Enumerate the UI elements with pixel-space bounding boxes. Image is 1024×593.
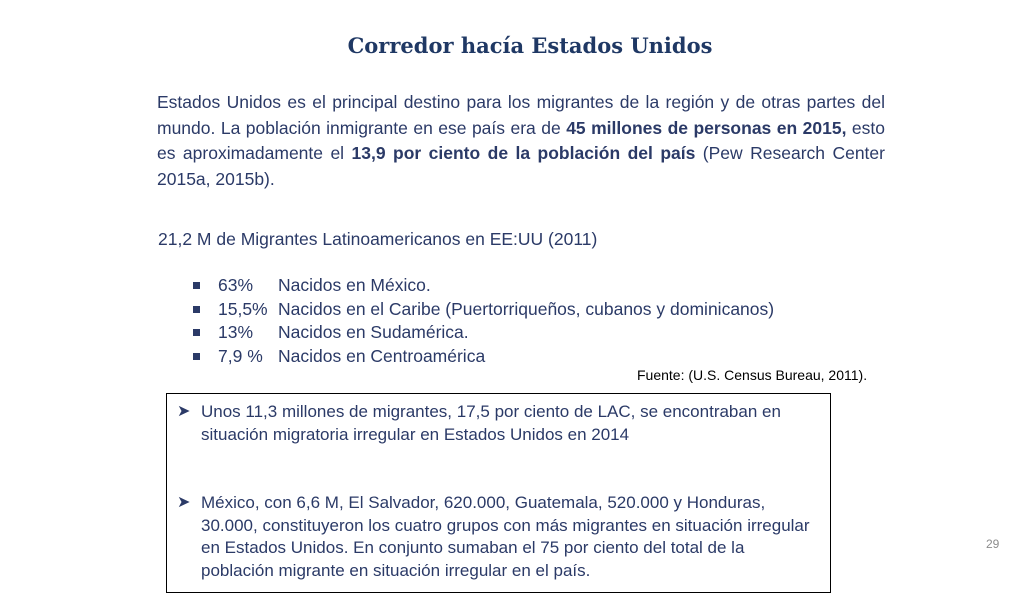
intro-bold-1: 45 millones de personas en 2015, xyxy=(566,117,847,138)
stat-text: Nacidos en Sudamérica. xyxy=(278,322,469,342)
stat-text: Nacidos en México. xyxy=(278,275,431,295)
intro-text-3: (Pew Research Center 2015a, 2015b). xyxy=(157,143,885,189)
stat-text: Nacidos en el Caribe (Puertorriqueños, cubanos y dominicanos) xyxy=(278,298,775,319)
list-item xyxy=(193,298,774,322)
section-subtitle: 21,2 M de Migrantes Latinoamericanos en EE:UU (2011) xyxy=(158,229,598,249)
arrow-bullet-icon: ➤ xyxy=(177,403,191,420)
stat-percent: 15,5% xyxy=(218,298,268,319)
list-item xyxy=(193,274,774,298)
intro-text-2: esto es aproximadamente el xyxy=(157,117,885,163)
list-item xyxy=(193,321,774,345)
stat-percent: 13% xyxy=(218,322,254,342)
source-citation: Fuente: (U.S. Census Bureau, 2011). xyxy=(637,367,868,383)
page-title: Corredor hacía Estados Unidos xyxy=(347,33,713,58)
box-item-text: México, con 6,6 M, El Salvador, 620.000, Guatemala, 520.000 y Honduras, 30.000, constituyeron los cuatro grupos con más migrantes en situación irregular en Estados Unidos. En conjunto sumaban el 75 por ciento del total de la población migrante en situación irregular en el país. xyxy=(201,493,810,580)
stats-list xyxy=(193,274,774,368)
stat-percent: 7,9 % xyxy=(218,345,263,366)
intro-text-1: Estados Unidos es el principal destino para los migrantes de la región y de otras partes del mundo. La población inmigrante en ese país era de xyxy=(157,92,885,138)
square-bullet-icon xyxy=(193,306,200,313)
highlight-box xyxy=(166,393,831,593)
stat-text: Nacidos en Centroamérica xyxy=(278,345,486,366)
stat-percent: 63% xyxy=(218,275,254,295)
intro-paragraph xyxy=(157,90,885,192)
intro-bold-2: 13,9 por ciento de la población del país xyxy=(351,143,696,163)
list-item xyxy=(193,345,774,369)
square-bullet-icon xyxy=(193,282,200,289)
box-item xyxy=(177,401,817,446)
square-bullet-icon xyxy=(193,353,200,360)
page-number: 29 xyxy=(986,537,1000,551)
arrow-bullet-icon: ➤ xyxy=(177,494,191,511)
box-item xyxy=(177,492,817,582)
box-item-text: Unos 11,3 millones de migrantes, 17,5 por ciento de LAC, se encontraban en situación migratoria irregular en Estados Unidos en 2014 xyxy=(201,402,781,444)
square-bullet-icon xyxy=(193,329,200,336)
